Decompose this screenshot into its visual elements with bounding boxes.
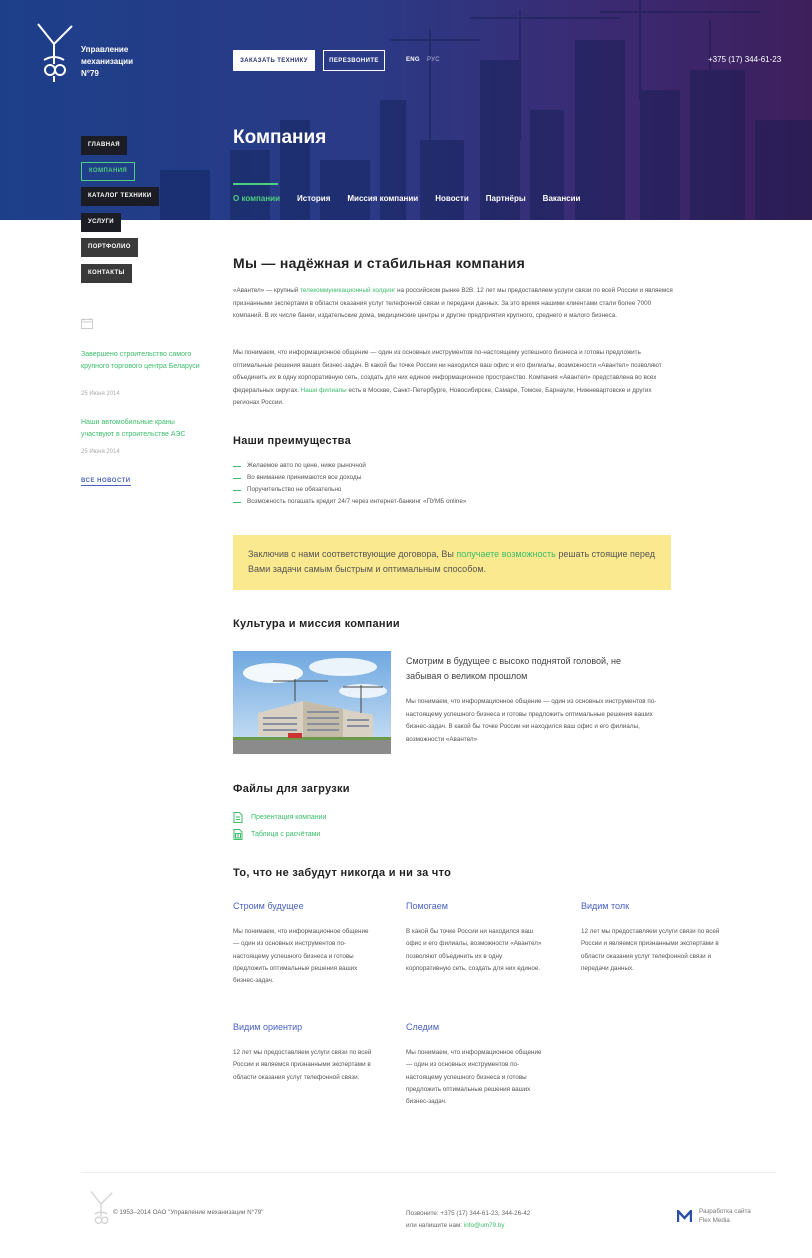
- menu-item-catalog[interactable]: КАТАЛОГ ТЕХНИКИ: [81, 187, 159, 206]
- copyright: © 1953–2014 ОАО "Управление механизации N°79": [113, 1209, 264, 1216]
- value-title: Видим ориентир: [233, 1022, 303, 1032]
- text: «Авантел» — крупный: [233, 287, 301, 294]
- all-news-link[interactable]: ВСЕ НОВОСТИ: [81, 478, 131, 484]
- branches-link[interactable]: Наши филиалы: [300, 386, 347, 394]
- subnav-about[interactable]: О компании: [233, 183, 280, 203]
- list-item: Во внимание принимаются все доходы: [233, 472, 466, 484]
- text: Flex Media: [699, 1217, 730, 1224]
- company-logo[interactable]: [34, 20, 74, 84]
- value-text: Мы понимаем, что информационное общение — один из основных инструментов по-настоящему успешного бизнеса и готовы предложить оптимальные решения ваших бизнес-задач.: [406, 1049, 542, 1106]
- files-heading: Файлы для загрузки: [233, 783, 350, 795]
- text: или напишите нам:: [406, 1222, 464, 1229]
- callback-button[interactable]: ПЕРЕЗВОНИТЕ: [323, 50, 385, 71]
- building-photo: [233, 651, 391, 754]
- value-text: 12 лет мы предоставляем услуги связи по всей России и являемся признанными экспертами в области оказания услуг телефонной связи и передачи данных.: [581, 928, 720, 972]
- list-item: Поручительство не обязательно: [233, 484, 466, 496]
- lang-eng-link[interactable]: ENG: [406, 57, 420, 63]
- brand-line: N°79: [81, 69, 99, 78]
- second-paragraph: [233, 347, 673, 410]
- news-date: 25 Июня 2014: [81, 391, 120, 397]
- value-text: В какой бы точке России ни находился ваш офис и его филиалы, возможности «Авантел» позволяют объединить их в одну корпоративную сеть, создать для них единое.: [406, 928, 542, 972]
- menu-item-company[interactable]: КОМПАНИЯ: [81, 162, 135, 181]
- sub-navigation: [233, 183, 597, 203]
- brand-name: [81, 44, 151, 80]
- order-equipment-button[interactable]: ЗАКАЗАТЬ ТЕХНИКУ: [233, 50, 315, 71]
- list-item: Возможность погашать кредит 24/7 через интернет-банкинг «ПУМБ online»: [233, 496, 466, 508]
- culture-quote: Смотрим в будущее с высоко поднятой головой, не забывая о великом прошлом: [406, 656, 622, 681]
- page-title: Компания: [233, 127, 327, 148]
- menu-item-home[interactable]: ГЛАВНАЯ: [81, 136, 127, 155]
- file-link-table[interactable]: [233, 829, 320, 840]
- brand-line: Управление: [81, 45, 129, 54]
- subnav-partners[interactable]: Партнёры: [485, 194, 526, 203]
- file-name: Презентация компании: [251, 814, 327, 821]
- subnav-news[interactable]: Новости: [435, 194, 469, 203]
- text: на российском рынке B2B. 12 лет мы предоставляем услуги связи по всей России и являемся признанными экспертами в области оказания услуг телефонной связи и передачи данных. За это время нашими клиентами стали более 7000 компаний. В их числе банки, издательские дома, медицинские центры и другие предприятия крупного, среднего и малого бизнеса.: [233, 287, 673, 319]
- file-link-presentation[interactable]: [233, 812, 326, 823]
- menu-item-contacts[interactable]: КОНТАКТЫ: [81, 264, 132, 283]
- footer-phone: Позвоните: +375 (17) 344-61-23, 344-26-42: [406, 1210, 531, 1217]
- opportunity-link[interactable]: получаете возможность: [456, 549, 556, 559]
- footer-divider: [81, 1172, 776, 1173]
- file-name: Таблица с расчётами: [251, 831, 321, 838]
- text: Разработка сайта: [699, 1208, 751, 1215]
- text: есть в Москве, Санкт-Петербурге, Новосибирске, Самаре, Томске, Барнауле, Нижневартовске и других регионах России.: [233, 386, 652, 406]
- value-title: Видим толк: [581, 901, 630, 911]
- developer-credit[interactable]: [699, 1207, 751, 1225]
- intro-paragraph: [233, 285, 673, 323]
- advantages-heading: Наши преимущества: [233, 435, 351, 447]
- spreadsheet-icon: [233, 829, 243, 840]
- advantages-list: [233, 460, 466, 508]
- news-link[interactable]: Завершено строительство самого крупного торгового центра Беларуси: [81, 351, 200, 370]
- main-heading: Мы — надёжная и стабильная компания: [233, 255, 526, 271]
- text: Мы понимаем, что информационное общение — один из основных инструментов по-настоящему успешного бизнеса и готовы предложить оптимальные решения ваших бизнес-задач. В какой бы точке России ни находился ваш офис и его филиалы, возможности «Авантел» позволяют объединить их в одну корпоративную сеть, создать для них единое информационное пространство. Компания «Авантел» представлена во всех федеральных округах.: [233, 349, 662, 394]
- lang-rus-link[interactable]: РУС: [427, 57, 440, 63]
- subnav-vacancies[interactable]: Вакансии: [542, 194, 581, 203]
- menu-item-portfolio[interactable]: ПОРТФОЛИО: [81, 238, 138, 257]
- footer-write: [406, 1220, 530, 1232]
- value-title: Строим будущее: [233, 901, 304, 911]
- values-heading: То, что не забудут никогда и ни за что: [233, 867, 452, 879]
- value-text: 12 лет мы предоставляем услуги связи по всей России и являемся признанными экспертами в области оказания услуг телефонной связи.: [233, 1049, 372, 1081]
- callout-box: [233, 535, 671, 590]
- news-date: 25 Июня 2014: [81, 449, 120, 455]
- culture-heading: Культура и миссия компании: [233, 618, 400, 630]
- subnav-history[interactable]: История: [297, 194, 331, 203]
- text: решать стоящие перед Вами задачи самым быстрым и оптимальным способом.: [248, 549, 655, 574]
- calendar-icon: [81, 318, 93, 329]
- culture-text: Мы понимаем, что информационное общение — один из основных инструментов по-настоящему успешного бизнеса и готовы предложить оптимальные решения ваших бизнес-задач. В какой бы точке России ни находился ваш офис и его филиалы, возможности «Авантел»: [406, 698, 657, 743]
- flexmedia-logo-icon[interactable]: [677, 1210, 692, 1223]
- footer-email-link[interactable]: info@um79.by: [463, 1222, 505, 1229]
- news-link[interactable]: Наши автомобильные краны участвуют в строительстве АЭС: [81, 419, 186, 438]
- value-text: Мы понимаем, что информационное общение — один из основных инструментов по-настоящему успешного бизнеса и готовы предложить оптимальные решения ваших бизнес-задач.: [233, 928, 369, 985]
- subnav-mission[interactable]: Миссия компании: [347, 194, 419, 203]
- value-title: Помогаем: [406, 901, 448, 911]
- header-phone[interactable]: +375 (17) 344-61-23: [708, 55, 782, 64]
- brand-line: механизации: [81, 57, 133, 66]
- text: Заключив с нами соответствующие договора, Вы: [248, 549, 457, 559]
- document-icon: [233, 812, 243, 823]
- menu-item-services[interactable]: УСЛУГИ: [81, 213, 121, 232]
- list-item: Желаемое авто по цене, ниже рыночной: [233, 460, 466, 472]
- holding-link[interactable]: телекоммуникационный холдинг: [300, 287, 396, 294]
- main-menu: [81, 133, 159, 286]
- value-title: Следим: [406, 1022, 440, 1032]
- footer-contacts: [406, 1208, 530, 1232]
